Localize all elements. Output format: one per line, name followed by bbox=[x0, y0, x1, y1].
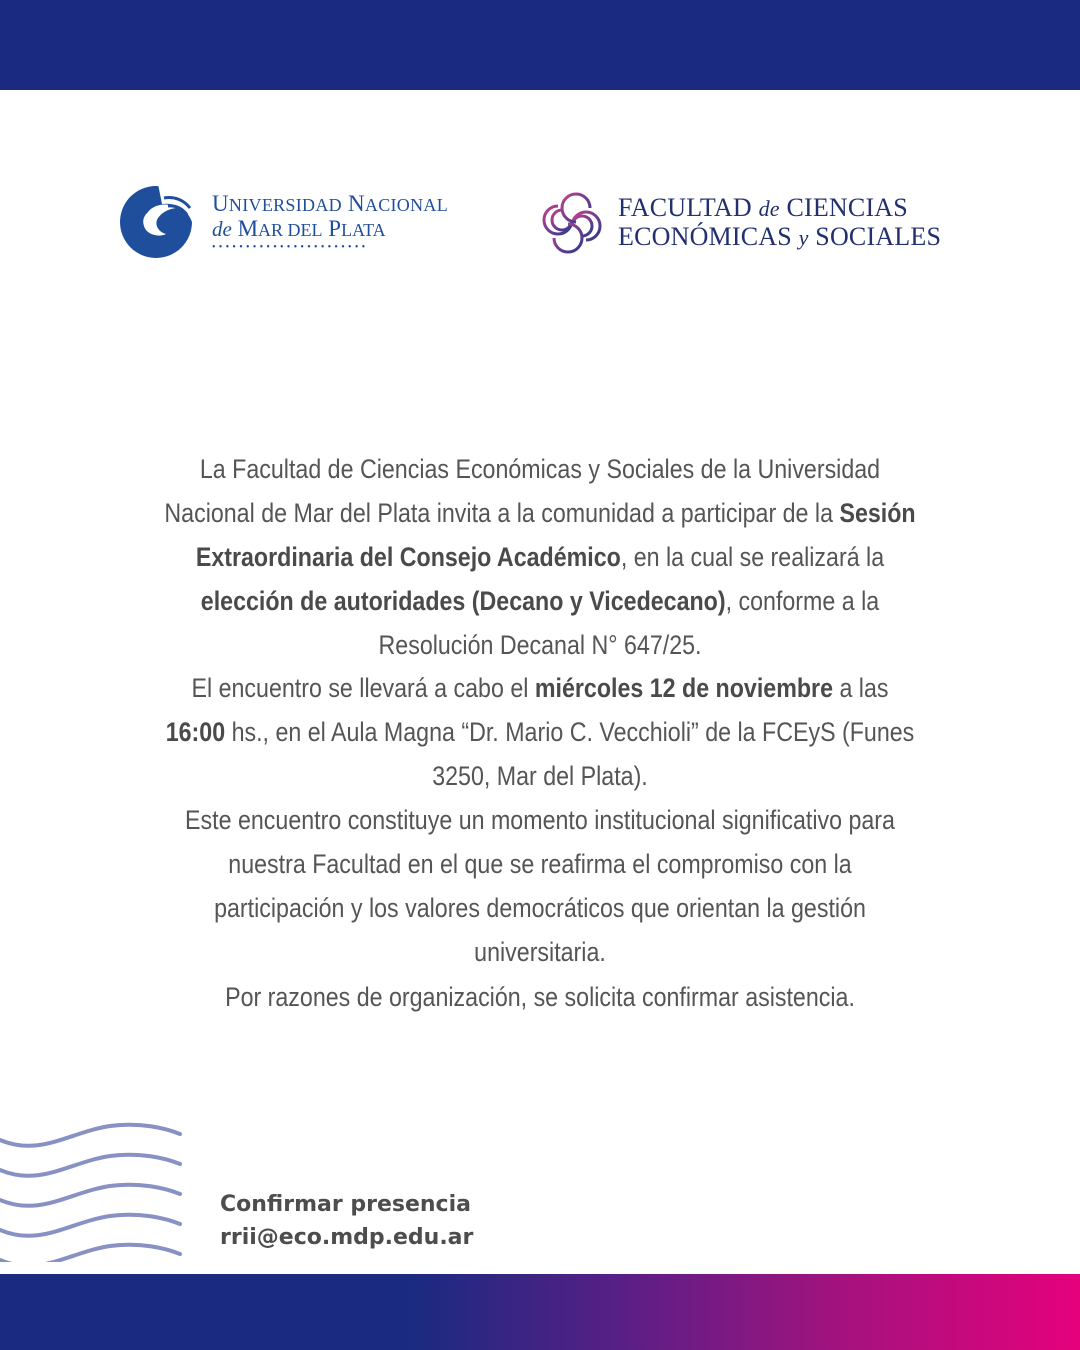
unmdp-name-line2: de MAR DEL PLATA bbox=[212, 216, 386, 241]
invitation-paragraph: La Facultad de Ciencias Económicas y Sociales de la Universidad Nacional de Mar del Plata invita a la comunidad a participar de la Sesión Extraordinaria del Consejo Académico, en la cual se realizará la elección de autoridades (Decano y Vicedecano), conforme a la Resolución Decanal N° 647/25. bbox=[164, 454, 916, 660]
fceys-logo bbox=[538, 190, 941, 256]
rsvp-email-link[interactable]: rrii@eco.mdp.edu.ar bbox=[220, 1225, 474, 1250]
rsvp-label: Confirmar presencia bbox=[220, 1192, 471, 1217]
unmdp-logo bbox=[118, 184, 448, 260]
wave-circle-logo-icon bbox=[118, 184, 194, 260]
unmdp-dotted-line: ••••••••••••••••••••••• bbox=[212, 242, 369, 253]
rsvp-request-paragraph: Por razones de organización, se solicita confirmar asistencia. bbox=[225, 982, 855, 1012]
interlocking-rings-logo-icon bbox=[538, 190, 606, 256]
top-banner-bar bbox=[0, 0, 1080, 90]
event-details-paragraph: El encuentro se llevará a cabo el miércoles 12 de noviembre a las 16:00 hs., en el Aula Magna “Dr. Mario C. Vecchioli” de la FCEyS (Funes 3250, Mar del Plata). bbox=[165, 673, 915, 791]
wavy-lines-decoration-icon bbox=[0, 1112, 185, 1262]
rsvp-contact bbox=[220, 1188, 473, 1254]
bottom-gradient-bar bbox=[0, 1274, 1080, 1350]
fceys-name-line1: FACULTAD de CIENCIAS bbox=[618, 193, 908, 222]
unmdp-name-line1: UNIVERSIDAD NACIONAL bbox=[212, 191, 448, 216]
significance-paragraph: Este encuentro constituye un momento institucional significativo para nuestra Facultad en el que se reafirma el compromiso con la participación y los valores democráticos que orientan la gestión universitaria. bbox=[185, 805, 895, 967]
fceys-name-line2: ECONÓMICAS y SOCIALES bbox=[618, 222, 942, 251]
